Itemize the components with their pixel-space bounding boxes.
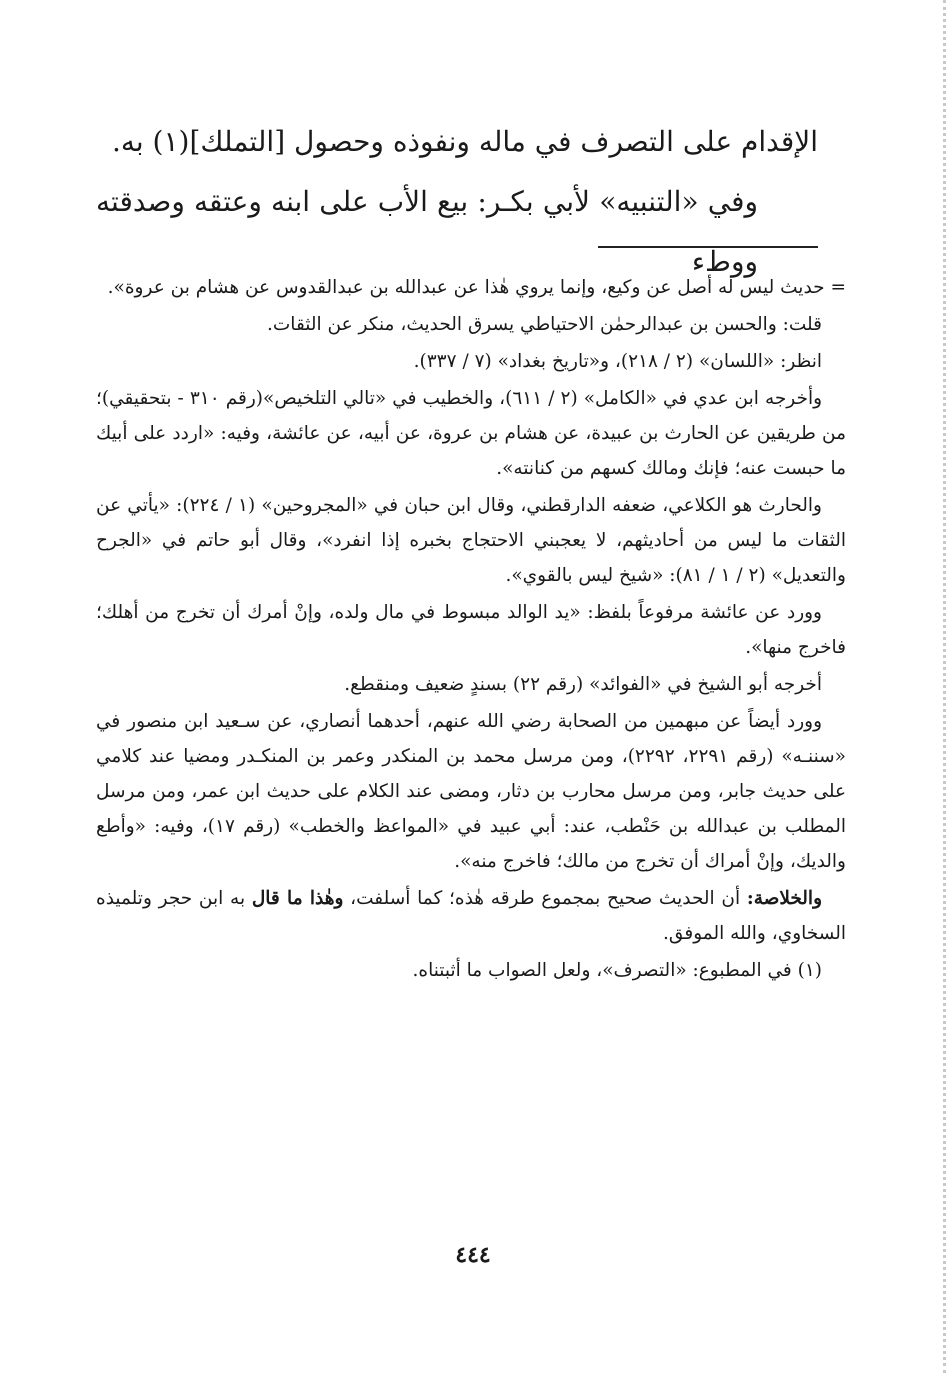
notes-section	[96, 270, 846, 990]
note-paragraph: قلت: والحسن بن عبدالرحمٰن الاحتياطي يسرق الحديث، منكر عن الثقات.	[267, 314, 822, 335]
main-text	[96, 112, 818, 292]
main-line-2: وفي «التنبيه» لأبي بكـر: بيع الأب على ابنه وعتقه وصدقته ووطء	[96, 185, 758, 278]
note-paragraph: وورد عن عائشة مرفوعاً بلفظ: «يد الوالد مبسوط في مال ولده، وإنْ أمرك أن تخرج من أهلك؛ فاخرج منها».	[96, 602, 846, 658]
main-line-1: الإقدام على التصرف في ماله ونفوذه وحصول [التملك](١) به.	[111, 125, 818, 158]
note-paragraph: = حديث ليس له أصل عن وكيع، وإنما يروي هٰذا عن عبدالله بن عبدالقدوس عن هشام بن عروة».	[96, 270, 846, 305]
footnote: (١) في المطبوع: «التصرف»، ولعل الصواب ما أثبتناه.	[412, 960, 822, 981]
conclusion-text-b: به ابن حجر وتلميذه السخاوي، والله الموفق.	[96, 888, 846, 944]
note-paragraph: وأخرجه ابن عدي في «الكامل» (٢ / ٦١١)، والخطيب في «تالي التلخيص»(رقم ٣١٠ - بتحقيقي)؛ من طريقين عن الحارث بن عبيدة، عن هشام بن عروة، عن أبيه، عن عائشة، وفيه: «اردد على أبيك ما حبست عنه؛ فإنك ومالك كسهم من كنانته».	[96, 388, 846, 479]
note-paragraph: أخرجه أبو الشيخ في «الفوائد» (رقم ٢٢) بسندٍ ضعيف ومنقطع.	[344, 674, 822, 695]
conclusion-text-a: أن الحديث صحيح بمجموع طرقه هٰذه؛ كما أسلفت،	[343, 888, 747, 909]
note-paragraph: وورد أيضاً عن مبهمين من الصحابة رضي الله عنهم، أحدهما أنصاري، عن سـعيد ابن منصور في «سننـه» (رقم ٢٢٩١، ٢٢٩٢)، ومن مرسل محمد بن المنكدر وعمر بن المنكـدر ومضيا عند كلامي على حديث جابر، ومن مرسل محارب بن دثار، ومضى عند الكلام على حديث ابن عمر، ومن مرسل المطلب بن عبدالله بن حَنْطب، عند: أبي عبيد في «المواعظ والخطب» (رقم ١٧)، وفيه: «وأطع والديك، وإنْ أمراك أن تخرج من مالك؛ فاخرج منه».	[96, 711, 846, 872]
footnote-rule	[598, 246, 818, 248]
conclusion-label: والخلاصة:	[746, 888, 823, 909]
note-paragraph: والحارث هو الكلاعي، ضعفه الدارقطني، وقال ابن حبان في «المجروحين» (١ / ٢٢٤): «يأتي عن الثقات ما ليس من أحاديثهم، لا يعجبني الاحتجاج بخبره إذا انفرد»، وقال أبو حاتم في «الجرح والتعديل» (٢ / ١ / ٨١): «شيخ ليس بالقوي».	[96, 495, 846, 586]
conclusion-bold-text: وهٰذا ما قال	[251, 888, 344, 909]
scan-edge	[929, 0, 946, 1373]
note-paragraph: انظر: «اللسان» (٢ / ٢١٨)، و«تاريخ بغداد» (٧ / ٣٣٧).	[413, 351, 822, 372]
conclusion-paragraph	[96, 881, 846, 951]
page-number: ٤٤٤	[455, 1242, 491, 1268]
